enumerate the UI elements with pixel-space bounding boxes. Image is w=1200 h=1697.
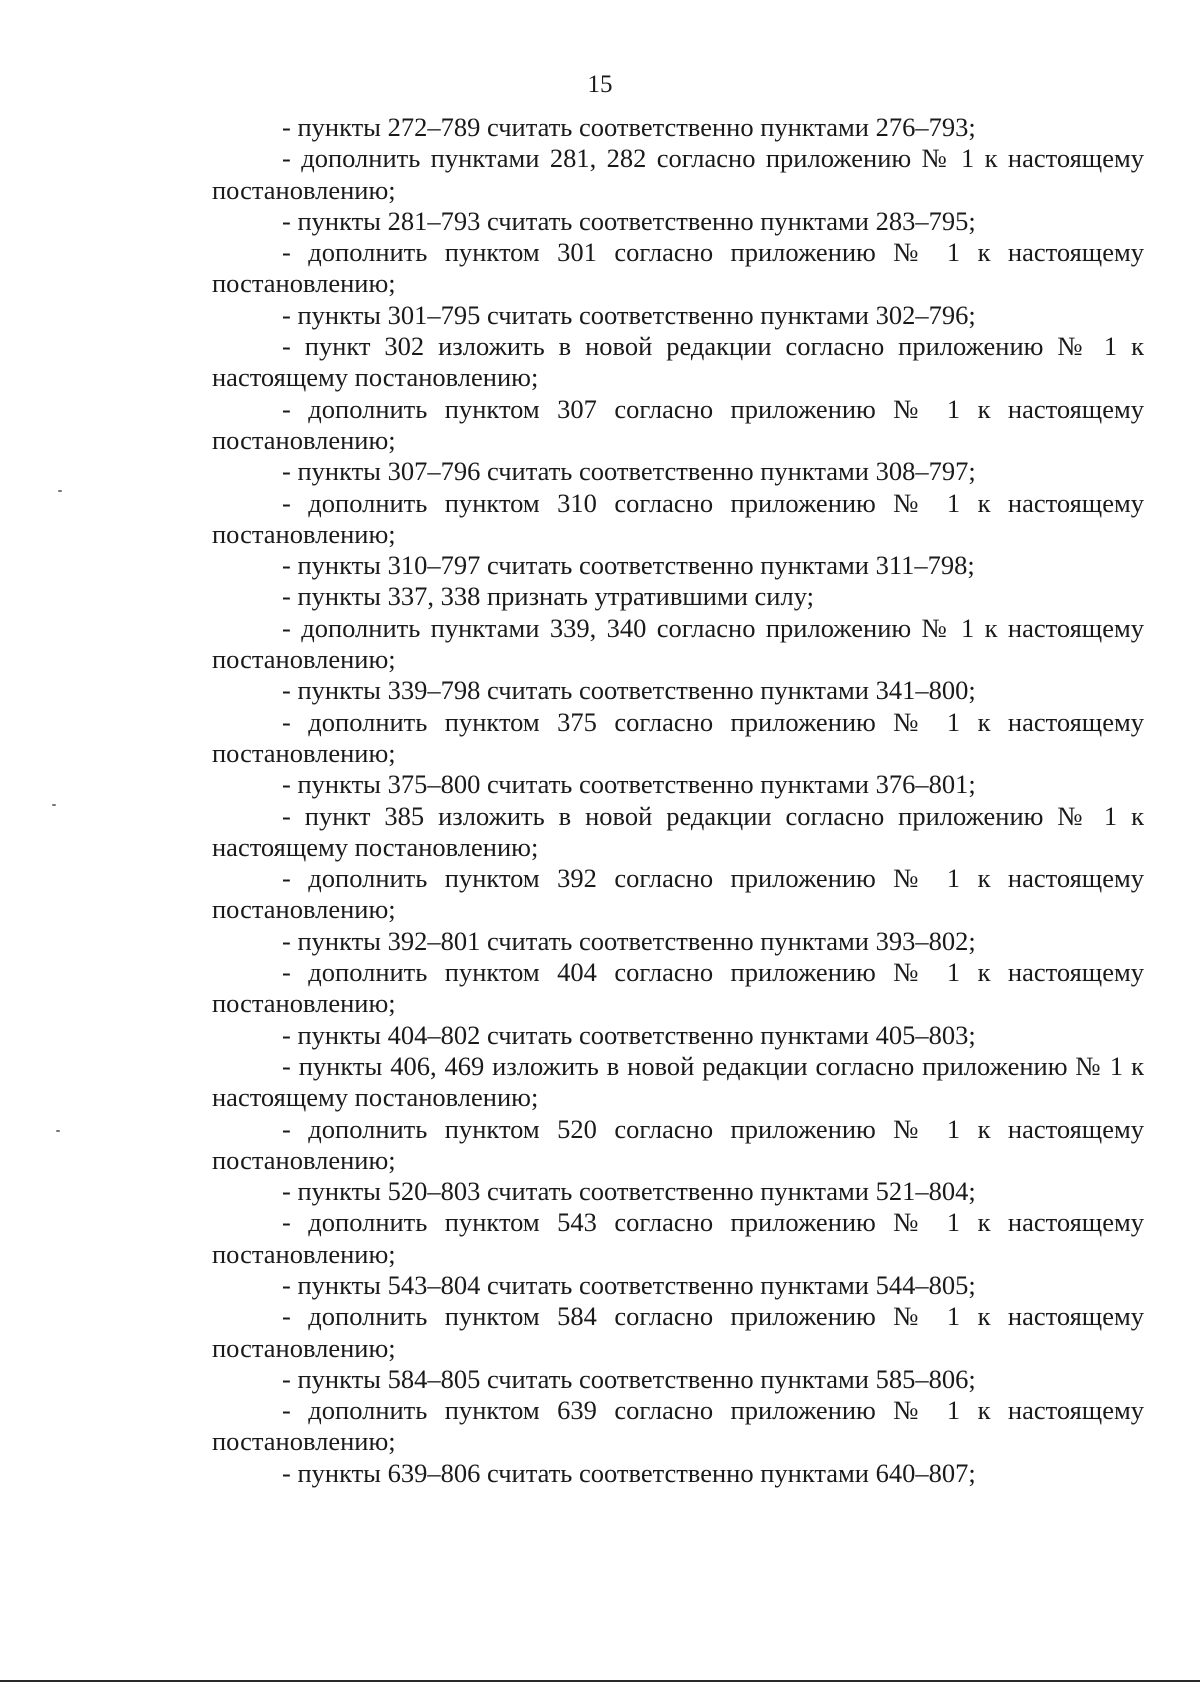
amendment-item: - пункты 307–796 считать соответственно пунктами 308–797; <box>282 456 976 487</box>
amendment-item: - дополнить пунктом 584 согласно приложению № 1 к настоящему постановлению; <box>212 1301 1144 1363</box>
amendment-item: - пункты 301–795 считать соответственно пунктами 302–796; <box>282 299 976 330</box>
amendment-item: - пункты 404–802 считать соответственно пунктами 405–803; <box>282 1019 976 1050</box>
amendment-item: - дополнить пунктом 543 согласно приложению № 1 к настоящему постановлению; <box>212 1207 1144 1269</box>
amendment-item: - дополнить пунктом 310 согласно приложению № 1 к настоящему постановлению; <box>212 487 1144 549</box>
amendment-item: - дополнить пунктом 639 согласно приложению № 1 к настоящему постановлению; <box>212 1395 1144 1457</box>
amendment-item: - дополнить пунктом 392 согласно приложению № 1 к настоящему постановлению; <box>212 863 1144 925</box>
amendment-item: - дополнить пунктом 301 согласно приложению № 1 к настоящему постановлению; <box>212 237 1144 299</box>
amendment-item: - пункты 339–798 считать соответственно пунктами 341–800; <box>282 675 976 706</box>
amendment-item: - пункты 310–797 считать соответственно пунктами 311–798; <box>282 550 975 581</box>
amendment-item: - дополнить пунктами 281, 282 согласно приложению № 1 к настоящему постановлению; <box>212 143 1144 205</box>
page-bottom-rule <box>0 1680 1200 1682</box>
page-number: 15 <box>587 71 613 98</box>
amendment-item: - дополнить пунктами 339, 340 согласно приложению № 1 к настоящему постановлению; <box>212 612 1144 675</box>
amendment-item: - пункты 392–801 считать соответственно пунктами 393–802; <box>282 925 976 956</box>
amendment-item: - пункты 639–806 считать соответственно пунктами 640–807; <box>282 1457 976 1488</box>
amendment-item: - дополнить пунктом 520 согласно приложению № 1 к настоящему постановлению; <box>212 1113 1144 1175</box>
amendment-item: - пункты 272–789 считать соответственно пунктами 276–793; <box>282 112 976 142</box>
amendment-item: - пункты 520–803 считать соответственно пунктами 521–804; <box>282 1176 976 1207</box>
amendment-item: - пункт 385 изложить в новой редакции согласно приложению № 1 к настоящему постановлению; <box>212 800 1144 862</box>
scan-speck <box>52 804 56 806</box>
amendment-item: - дополнить пунктом 375 согласно приложению № 1 к настоящему постановлению; <box>212 706 1144 768</box>
amendment-item: - пункты 375–800 считать соответственно пунктами 376–801; <box>282 769 976 800</box>
amendment-item: - пункты 543–804 считать соответственно пунктами 544–805; <box>282 1269 976 1300</box>
amendment-item: - пункты 337, 338 признать утратившими силу; <box>282 581 814 612</box>
amendment-item: - пункты 584–805 считать соответственно пунктами 585–806; <box>282 1363 976 1394</box>
scan-speck <box>56 1130 60 1132</box>
document-body <box>212 112 1144 1489</box>
amendment-item: - дополнить пунктом 404 согласно приложению № 1 к настоящему постановлению; <box>212 957 1144 1019</box>
amendment-item: - пункт 302 изложить в новой редакции согласно приложению № 1 к настоящему постановлению; <box>212 331 1144 393</box>
amendment-item: - дополнить пунктом 307 согласно приложению № 1 к настоящему постановлению; <box>212 393 1144 455</box>
amendment-item: - пункты 406, 469 изложить в новой редакции согласно приложению № 1 к настоящему постановлению; <box>212 1050 1144 1113</box>
scan-speck <box>58 490 62 492</box>
amendment-item: - пункты 281–793 считать соответственно пунктами 283–795; <box>282 205 976 236</box>
